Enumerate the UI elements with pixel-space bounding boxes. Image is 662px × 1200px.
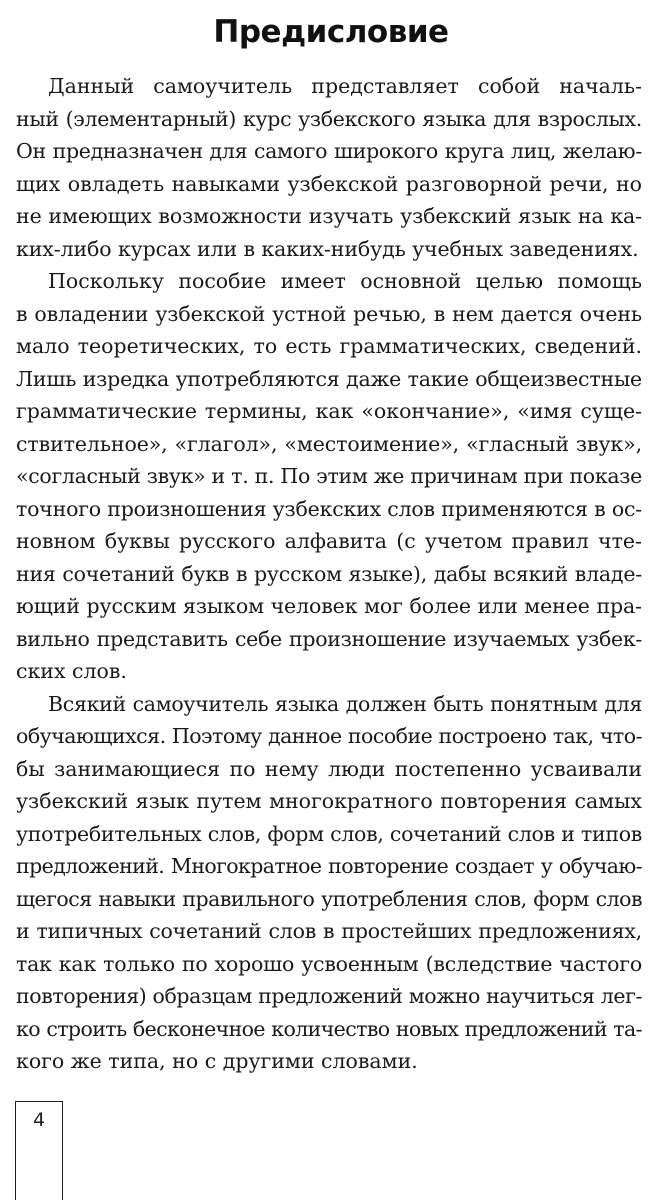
text-line: точного произношения узбекских слов применяются в ос- (16, 496, 642, 521)
text-line: ких-либо курсах или в каких-нибудь учебных заведениях. (16, 236, 639, 261)
text-line: Всякий самоучитель языка должен быть понятным для (48, 691, 642, 716)
paragraph (16, 70, 642, 265)
text-line: узбекский язык путем многократного повторения самых (16, 789, 642, 813)
text-line: Он предназначен для самого широкого круга лиц, желаю- (16, 139, 642, 163)
text-line: в овладении узбекской устной речью, в нем дается очень (16, 301, 642, 326)
text-line: бы занимающиеся по нему люди постепенно усваивали (16, 756, 642, 781)
text-line: щих овладеть навыками узбекской разговорной речи, но (16, 171, 642, 196)
text-line: Лишь изредка употребляются даже такие общеизвестные (16, 366, 642, 391)
text-line: грамматические термины, как «окончание», «имя суще- (16, 399, 642, 423)
text-line: ствительное», «глагол», «местоимение», «гласный звук», (16, 431, 642, 456)
text-line: кого же типа, но с другими словами. (16, 1049, 418, 1073)
text-line: ко строить бесконечное количество новых предложений та- (16, 1016, 642, 1041)
page-title: Предисловие (213, 14, 449, 50)
text-line: и типичных сочетаний слов в простейших предложениях, (16, 919, 642, 943)
paragraph (16, 688, 642, 1078)
text-line: «согласный звук» и т. п. По этим же причинам при показе (16, 464, 642, 488)
text-line: не имеющих возможности изучать узбекский язык на ка- (16, 204, 642, 228)
page-number-box (15, 1101, 63, 1200)
paragraph (16, 265, 642, 688)
text-line: так как только по хорошо усвоенным (вследствие частого (16, 951, 642, 976)
text-line: ющий русским языком человек мог более или менее пра- (16, 594, 642, 618)
page-number: 4 (32, 1109, 46, 1131)
text-line: Данный самоучитель представляет собой началь- (48, 74, 642, 98)
text-line: ния сочетаний букв в русском языке), дабы всякий владе- (16, 561, 642, 586)
text-line: мало теоретических, то есть грамматических, сведений. (16, 334, 642, 358)
text-line: употребительных слов, форм слов, сочетаний слов и типов (16, 821, 642, 846)
body-text (16, 70, 642, 1078)
text-line: щегося навыки правильного употребления слов, форм слов (16, 886, 642, 911)
text-line: предложений. Многократное повторение создает у обучаю- (16, 854, 642, 878)
text-line: вильно представить себе произношение изучаемых узбек- (16, 626, 642, 651)
text-line: обучающихся. Поэтому данное пособие построено так, что- (16, 724, 642, 748)
text-line: новном буквы русского алфавита (с учетом правил чте- (16, 529, 642, 553)
text-line: повторения) образцам предложений можно научиться лег- (16, 984, 642, 1008)
text-line: ный (элементарный) курс узбекского языка для взрослых. (16, 106, 642, 131)
text-line: ских слов. (16, 659, 127, 683)
text-line: Поскольку пособие имеет основной целью помощь (48, 269, 642, 293)
